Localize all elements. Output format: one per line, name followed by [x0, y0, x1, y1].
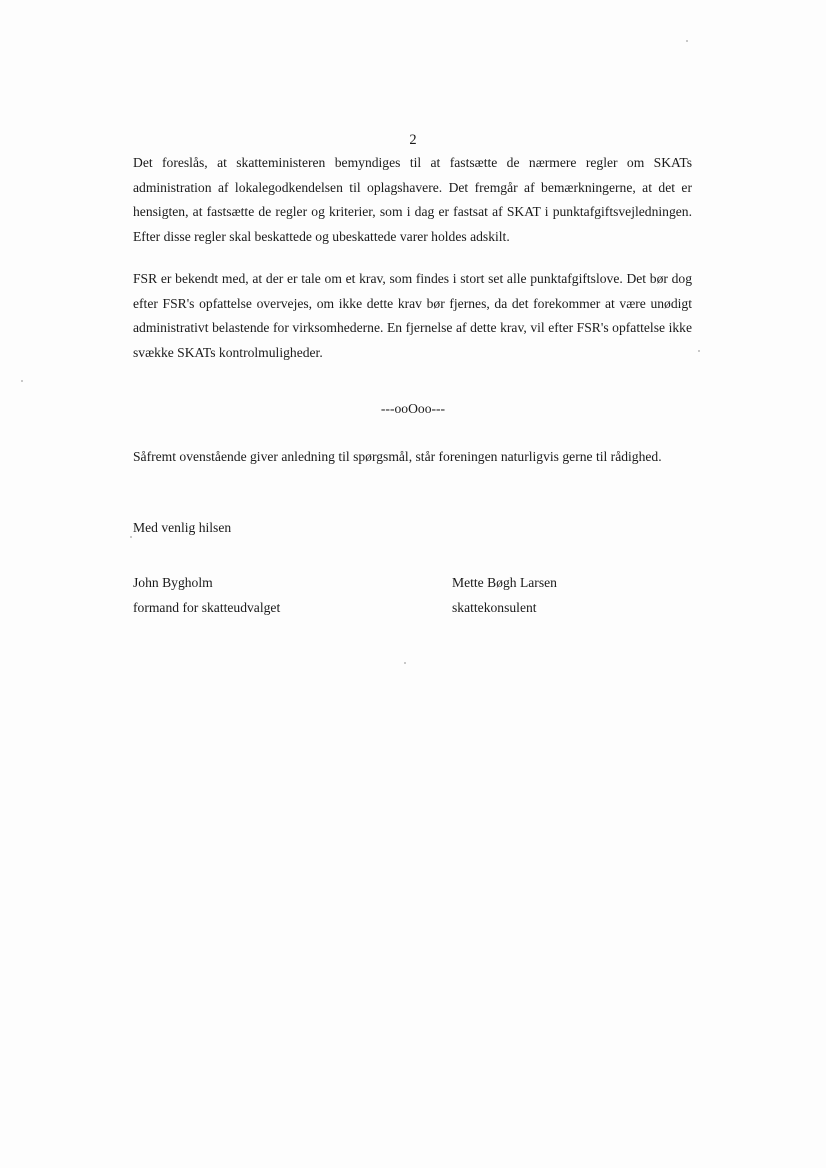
signatory-title: skattekonsulent	[452, 600, 537, 615]
signatory-name: John Bygholm	[133, 575, 213, 590]
page-number: 2	[409, 132, 417, 148]
closing-greeting: Med venlig hilsen	[133, 520, 232, 535]
signature-block-left	[133, 570, 280, 620]
scan-speck	[698, 350, 700, 352]
paragraph-contact: Såfremt ovenstående giver anledning til spørgsmål, står foreningen naturligvis gerne til rådighed.	[133, 449, 662, 464]
scan-speck	[686, 40, 688, 42]
signatory-name: Mette Bøgh Larsen	[452, 575, 557, 590]
scan-speck	[404, 662, 406, 664]
paragraph-fsr-opinion: FSR er bekendt med, at der er tale om et krav, som findes i stort set alle punktafgiftslove. Det bør dog efter FSR's opfattelse overvejes, om ikke dette krav bør fjernes, da det forekommer at være unødigt administrativt belastende for virksomhederne. En fjernelse af dette krav, vil efter FSR's opfattelse ikke svække SKATs kontrolmuligheder.	[133, 271, 692, 360]
signatory-title: formand for skatteudvalget	[133, 600, 281, 615]
paragraph-regulation: Det foreslås, at skatteministeren bemyndiges til at fastsætte de nærmere regler om SKATs administration af lokalegodkendelsen til oplagshavere. Det fremgår af bemærkningerne, at det er hensigten, at fastsætte de regler og kriterier, som i dag er fastsat af SKAT i punktafgiftsvejledningen. Efter disse regler skal beskattede og ubeskattede varer holdes adskilt.	[133, 155, 692, 244]
scan-speck	[130, 536, 132, 538]
signature-block-right	[452, 570, 557, 620]
scan-speck	[21, 380, 23, 382]
section-separator: ---ooOoo---	[380, 401, 446, 416]
